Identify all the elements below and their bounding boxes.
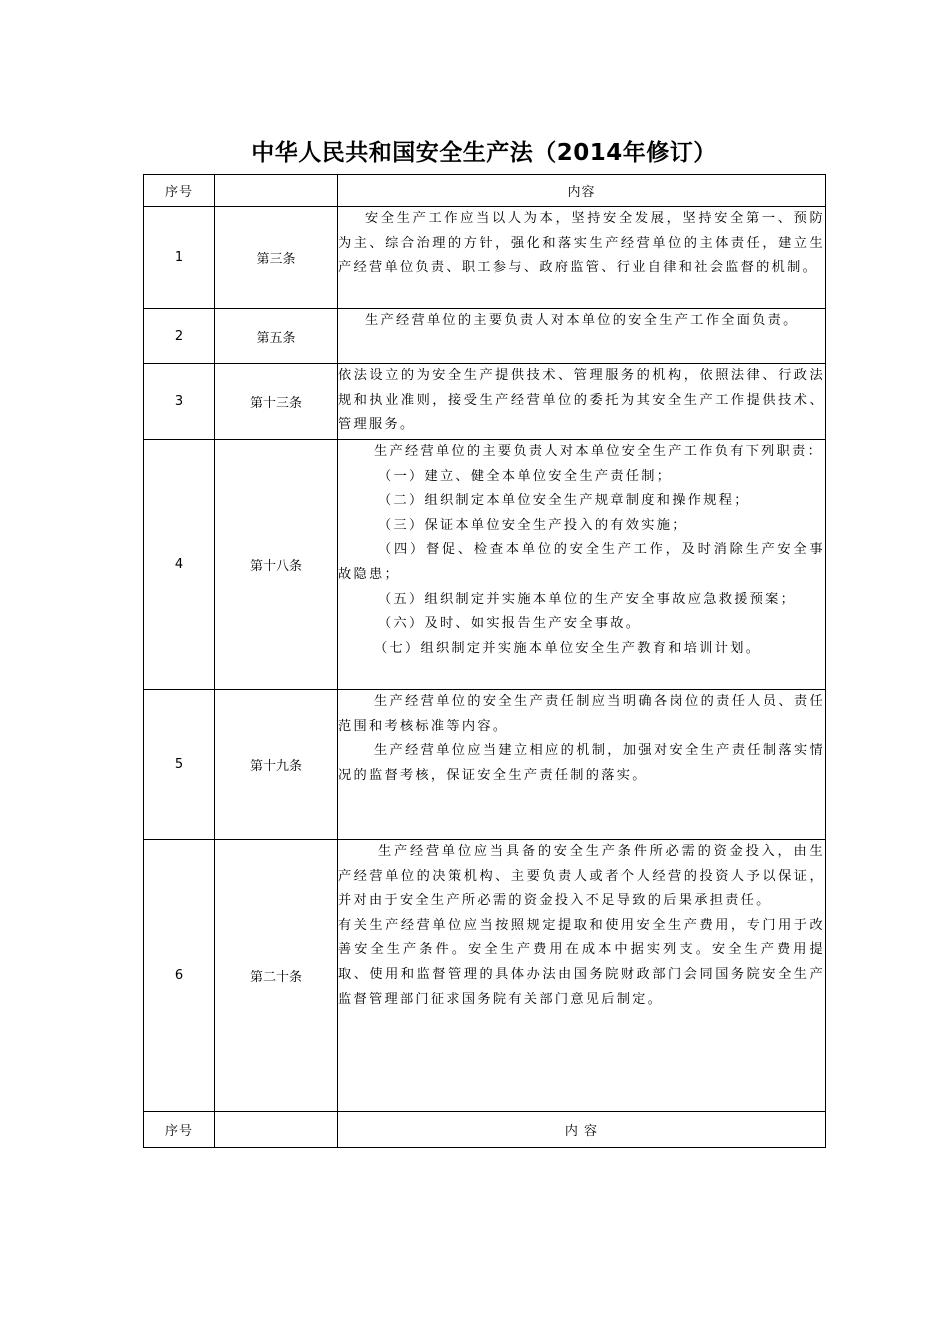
content-paragraph: （二）组织制定本单位安全生产规章制度和操作规程； <box>378 493 750 509</box>
footer-cell-content: 内 容 <box>338 1112 826 1148</box>
article-content <box>338 440 826 690</box>
content-paragraph: 生产经营单位应当建立相应的机制，加强对安全生产责任制落实情况的监督考核，保证安全生产责任制的落实。 <box>338 743 825 783</box>
table-row <box>144 440 826 690</box>
article-number: 第三条 <box>215 207 338 309</box>
article-content <box>338 690 826 840</box>
row-number: 1 <box>144 207 215 309</box>
article-number: 第二十条 <box>215 840 338 1112</box>
header-cell-article <box>215 175 338 207</box>
article-content <box>338 207 826 309</box>
row-number: 2 <box>144 309 215 364</box>
law-articles-table <box>143 174 826 1148</box>
table-row <box>144 207 826 309</box>
row-number: 5 <box>144 690 215 840</box>
table-footer-row <box>144 1112 826 1148</box>
article-number: 第十八条 <box>215 440 338 690</box>
content-paragraph: （三）保证本单位安全生产投入的有效实施； <box>378 517 688 533</box>
content-paragraph: 生产经营单位的主要负责人对本单位安全生产工作负有下列职责： <box>374 444 824 459</box>
content-paragraph: （一）建立、健全本单位安全生产责任制； <box>378 468 673 484</box>
article-content <box>338 840 826 1112</box>
content-paragraph: 生产经营单位的安全生产责任制应当明确各岗位的责任人员、责任范围和考核标准等内容。 <box>338 694 825 734</box>
content-paragraph: 安全生产工作应当以人为本，坚持安全发展，坚持安全第一、预防为主、综合治理的方针，强化和落实生产经营单位的主体责任，建立生产经营单位负责、职工参与、政府监管、行业自律和社会监督的机制。 <box>338 211 825 276</box>
table-header-row <box>144 175 826 207</box>
article-content <box>338 309 826 364</box>
header-cell-num: 序号 <box>144 175 215 207</box>
table-row <box>144 690 826 840</box>
footer-cell-article <box>215 1112 338 1148</box>
table-row <box>144 840 826 1112</box>
document-title: 中华人民共和国安全生产法（2014年修订） <box>251 140 717 166</box>
article-content <box>338 364 826 440</box>
content-paragraph: 依法设立的为安全生产提供技术、管理服务的机构，依照法律、行政法规和执业准则，接受生产经营单位的委托为其安全生产工作提供技术、管理服务。 <box>338 368 825 433</box>
table-row <box>144 309 826 364</box>
content-paragraph: （四）督促、检查本单位的安全生产工作，及时消除生产安全事故隐患； <box>338 542 825 582</box>
row-number: 4 <box>144 440 215 690</box>
row-number: 6 <box>144 840 215 1112</box>
content-paragraph: （五）组织制定并实施本单位的生产安全事故应急救援预案； <box>378 591 797 607</box>
content-paragraph: （七）组织制定并实施本单位安全生产教育和培训计划。 <box>374 640 762 656</box>
content-paragraph: 生产经营单位应当具备的安全生产条件所必需的资金投入，由生产经营单位的决策机构、主要负责人或者个人经营的投资人予以保证，并对由于安全生产所必需的资金投入不足导致的后果承担责任。 <box>338 844 825 909</box>
table-row <box>144 364 826 440</box>
header-cell-content: 内容 <box>338 175 826 207</box>
content-paragraph: （六）及时、如实报告生产安全事故。 <box>378 616 642 632</box>
article-number: 第十三条 <box>215 364 338 440</box>
footer-cell-num: 序号 <box>144 1112 215 1148</box>
content-paragraph: 生产经营单位的主要负责人对本单位的安全生产工作全面负责。 <box>365 313 799 328</box>
row-number: 3 <box>144 364 215 440</box>
content-paragraph: 有关生产经营单位应当按照规定提取和使用安全生产费用，专门用于改善安全生产条件。安全生产费用在成本中据实列支。安全生产费用提取、使用和监督管理的具体办法由国务院财政部门会同国务院安全生产监督管理部门征求国务院有关部门意见后制定。 <box>338 917 825 1007</box>
article-number: 第十九条 <box>215 690 338 840</box>
article-number: 第五条 <box>215 309 338 364</box>
